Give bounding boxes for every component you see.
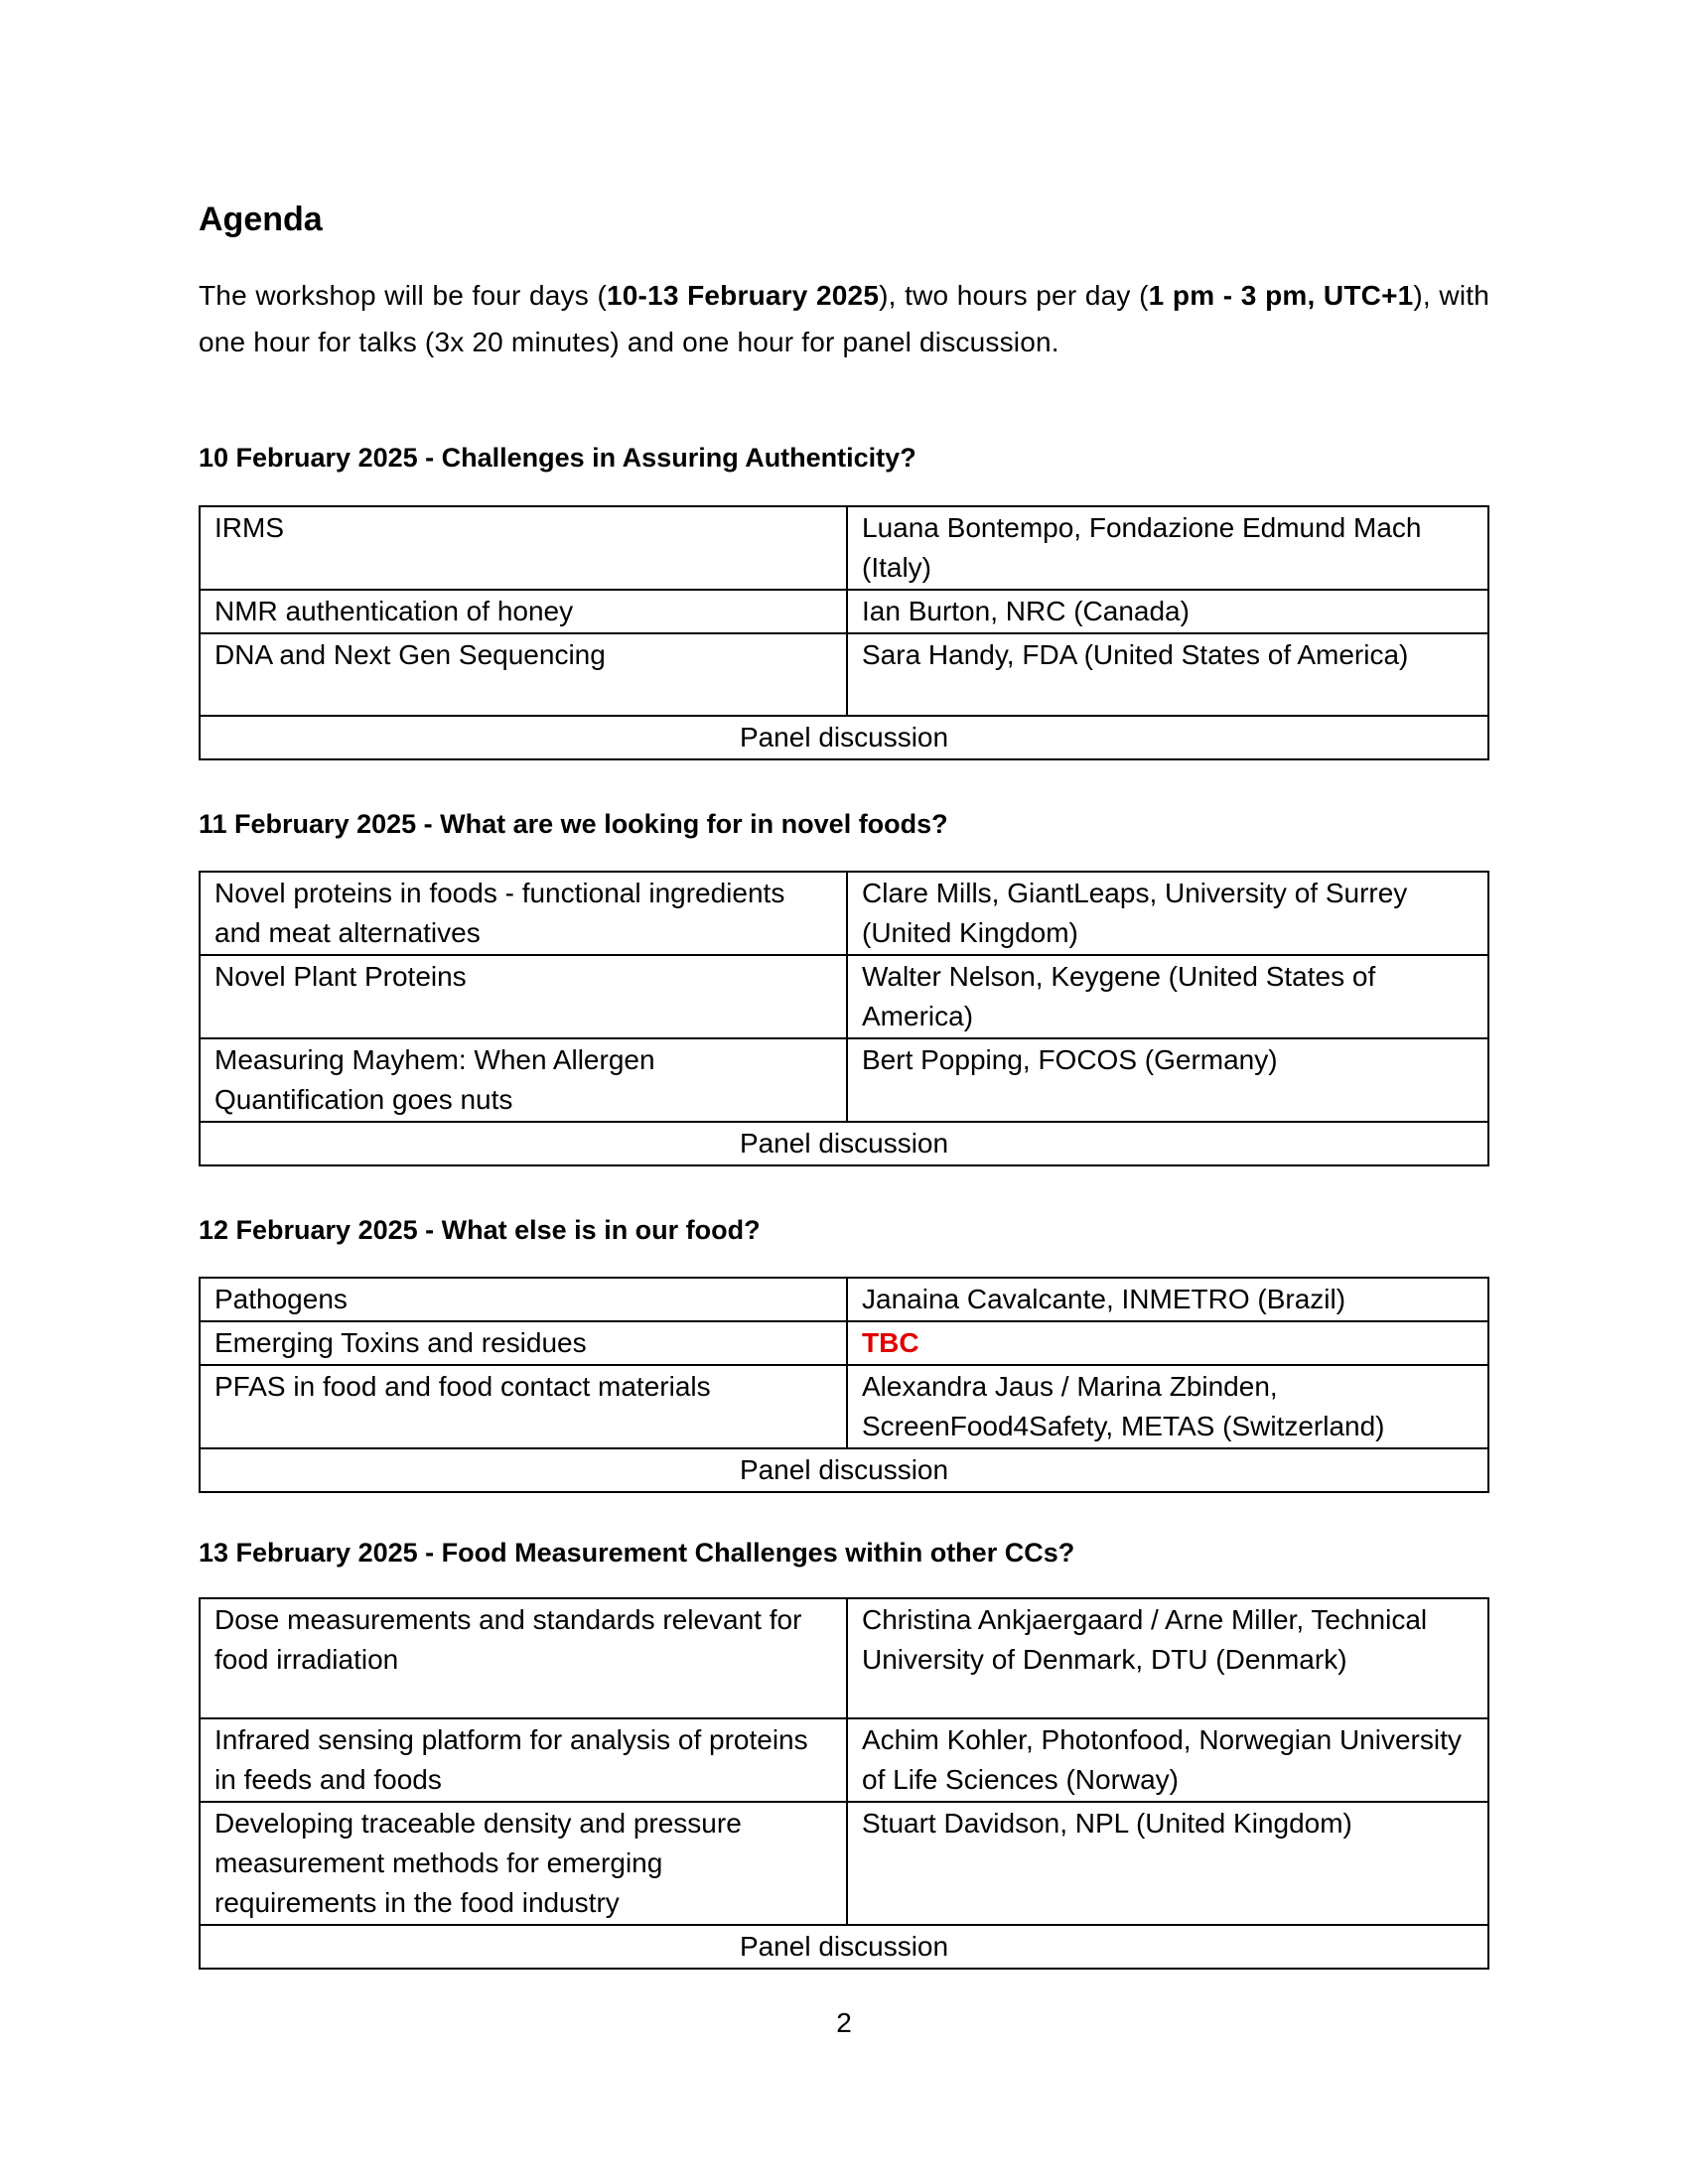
table-row xyxy=(200,872,1488,955)
talk-title: IRMS xyxy=(200,506,847,590)
panel-discussion: Panel discussion xyxy=(200,716,1488,759)
speaker: Christina Ankjaergaard / Arne Miller, Technical University of Denmark, DTU (Denmark) xyxy=(847,1598,1488,1718)
speaker: Clare Mills, GiantLeaps, University of Surrey (United Kingdom) xyxy=(847,872,1488,955)
table-row xyxy=(200,506,1488,590)
day-heading-3: 12 February 2025 - What else is in our food? xyxy=(199,1215,761,1245)
speaker: Ian Burton, NRC (Canada) xyxy=(847,590,1488,633)
panel-discussion: Panel discussion xyxy=(200,1925,1488,1969)
talk-title: Measuring Mayhem: When Allergen Quantification goes nuts xyxy=(200,1038,847,1122)
speaker: Janaina Cavalcante, INMETRO (Brazil) xyxy=(847,1278,1488,1321)
talk-title: DNA and Next Gen Sequencing xyxy=(200,633,847,716)
talk-title: Pathogens xyxy=(200,1278,847,1321)
intro-time: 1 pm - 3 pm, UTC+1 xyxy=(1148,280,1414,311)
table-row xyxy=(200,1365,1488,1448)
talk-title: Infrared sensing platform for analysis of proteins in feeds and foods xyxy=(200,1718,847,1802)
table-row xyxy=(200,1038,1488,1122)
agenda-table-day-2 xyxy=(199,871,1489,1166)
intro-text-3: ), with one hour for talks (3x 20 minutes) and one hour for panel discussion. xyxy=(199,280,1489,357)
table-row xyxy=(200,1278,1488,1321)
day-heading-2: 11 February 2025 - What are we looking for in novel foods? xyxy=(199,809,948,839)
intro-text-2: ), two hours per day ( xyxy=(879,280,1149,311)
page-number: 2 xyxy=(836,2007,852,2038)
table-row xyxy=(200,1718,1488,1802)
panel-row xyxy=(200,1925,1488,1969)
talk-title: Novel proteins in foods - functional ingredients and meat alternatives xyxy=(200,872,847,955)
intro-dates: 10-13 February 2025 xyxy=(606,280,880,311)
talk-title: Novel Plant Proteins xyxy=(200,955,847,1038)
day-heading-1: 10 February 2025 - Challenges in Assuring Authenticity? xyxy=(199,443,916,473)
talk-title: Developing traceable density and pressure measurement methods for emerging requirements in the food industry xyxy=(200,1802,847,1925)
panel-discussion: Panel discussion xyxy=(200,1122,1488,1165)
speaker: Walter Nelson, Keygene (United States of America) xyxy=(847,955,1488,1038)
agenda-table-day-1 xyxy=(199,505,1489,760)
table-row xyxy=(200,1802,1488,1925)
table-row xyxy=(200,955,1488,1038)
speaker: Sara Handy, FDA (United States of America) xyxy=(847,633,1488,716)
talk-title: Dose measurements and standards relevant for food irradiation xyxy=(200,1598,847,1718)
talk-title: NMR authentication of honey xyxy=(200,590,847,633)
intro-text-1: The workshop will be four days ( xyxy=(199,280,607,311)
panel-row xyxy=(200,1122,1488,1165)
page-title: Agenda xyxy=(199,201,323,238)
panel-row xyxy=(200,1448,1488,1492)
talk-title: Emerging Toxins and residues xyxy=(200,1321,847,1365)
panel-discussion: Panel discussion xyxy=(200,1448,1488,1492)
intro-paragraph xyxy=(199,272,1489,365)
speaker: Stuart Davidson, NPL (United Kingdom) xyxy=(847,1802,1488,1925)
agenda-table-day-4 xyxy=(199,1597,1489,1970)
agenda-table-day-3 xyxy=(199,1277,1489,1493)
speaker: Luana Bontempo, Fondazione Edmund Mach (Italy) xyxy=(847,506,1488,590)
panel-row xyxy=(200,716,1488,759)
day-heading-4: 13 February 2025 - Food Measurement Challenges within other CCs? xyxy=(199,1538,1075,1568)
table-row xyxy=(200,590,1488,633)
table-row xyxy=(200,1321,1488,1365)
table-row xyxy=(200,1598,1488,1718)
speaker-tbc: TBC xyxy=(847,1321,1488,1365)
speaker: Bert Popping, FOCOS (Germany) xyxy=(847,1038,1488,1122)
speaker: Alexandra Jaus / Marina Zbinden, ScreenFood4Safety, METAS (Switzerland) xyxy=(847,1365,1488,1448)
speaker: Achim Kohler, Photonfood, Norwegian University of Life Sciences (Norway) xyxy=(847,1718,1488,1802)
talk-title: PFAS in food and food contact materials xyxy=(200,1365,847,1448)
table-row xyxy=(200,633,1488,716)
